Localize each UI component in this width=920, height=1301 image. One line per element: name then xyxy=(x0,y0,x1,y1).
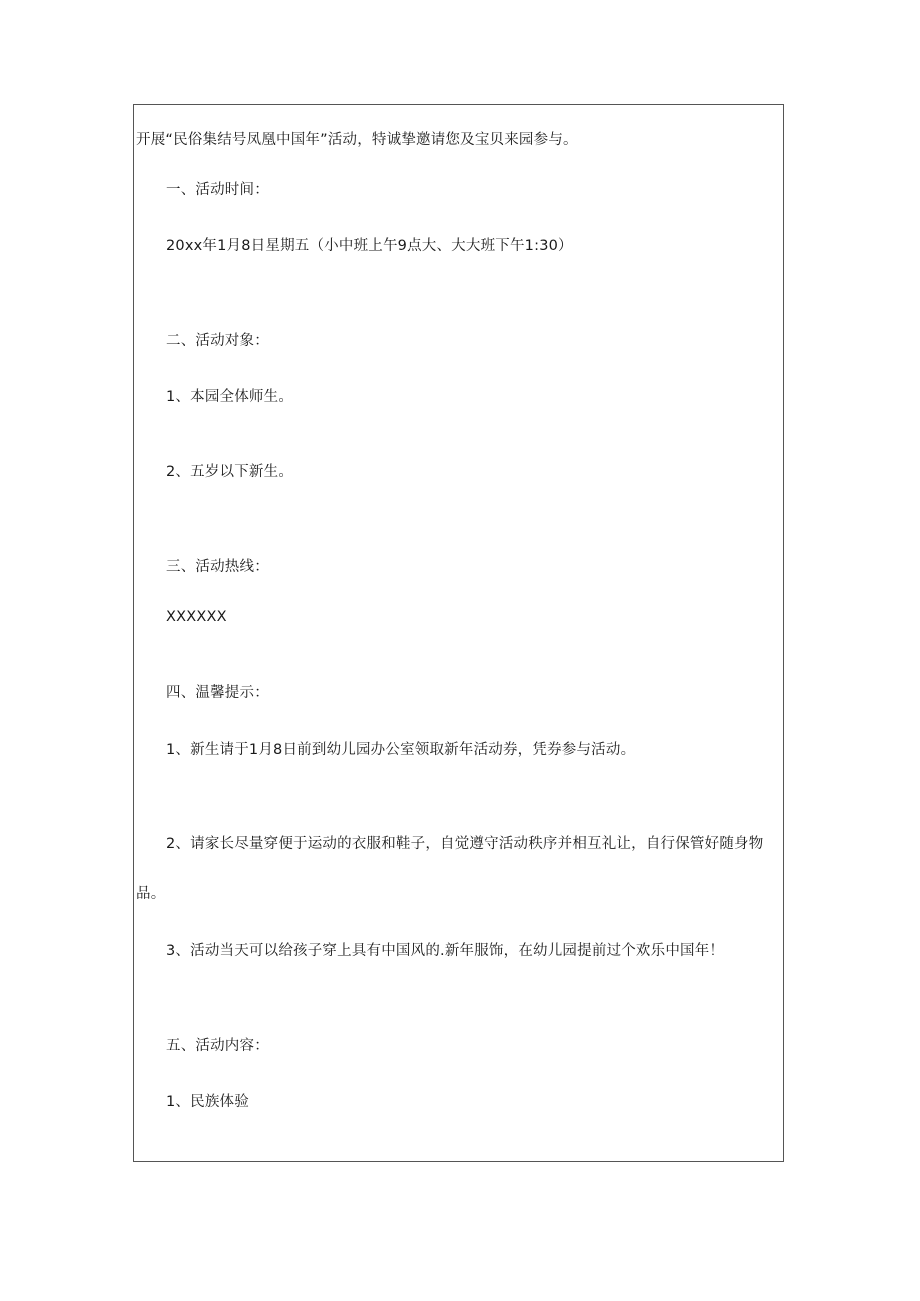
section-heading-content: 五、活动内容： xyxy=(166,1038,269,1054)
tip-item-2-line-1: 2、请家长尽量穿便于运动的衣服和鞋子，自觉遵守活动秩序并相互礼让，自行保管好随身物 xyxy=(166,836,764,852)
tip-item-2-line-2: 品。 xyxy=(136,886,166,902)
tip-item-1: 1、新生请于1月8日前到幼儿园办公室领取新年活动券，凭券参与活动。 xyxy=(166,742,636,758)
section-heading-time: 一、活动时间： xyxy=(166,182,269,198)
section-heading-hotline: 三、活动热线： xyxy=(166,559,269,575)
section-heading-tips: 四、温馨提示： xyxy=(166,685,269,701)
activity-time-text: 20xx年1月8日星期五（小中班上午9点大、大大班下午1:30） xyxy=(166,238,573,254)
tip-item-3: 3、活动当天可以给孩子穿上具有中国风的.新年服饰，在幼儿园提前过个欢乐中国年！ xyxy=(166,943,725,959)
section-heading-audience: 二、活动对象： xyxy=(166,333,269,349)
document-frame xyxy=(133,104,784,1162)
hotline-number: XXXXXX xyxy=(166,609,227,625)
audience-item-1: 1、本园全体师生。 xyxy=(166,389,294,405)
intro-text: 开展“民俗集结号凤凰中国年”活动，特诚挚邀请您及宝贝来园参与。 xyxy=(136,132,578,148)
audience-item-2: 2、五岁以下新生。 xyxy=(166,464,294,480)
content-item-1: 1、民族体验 xyxy=(166,1094,249,1110)
